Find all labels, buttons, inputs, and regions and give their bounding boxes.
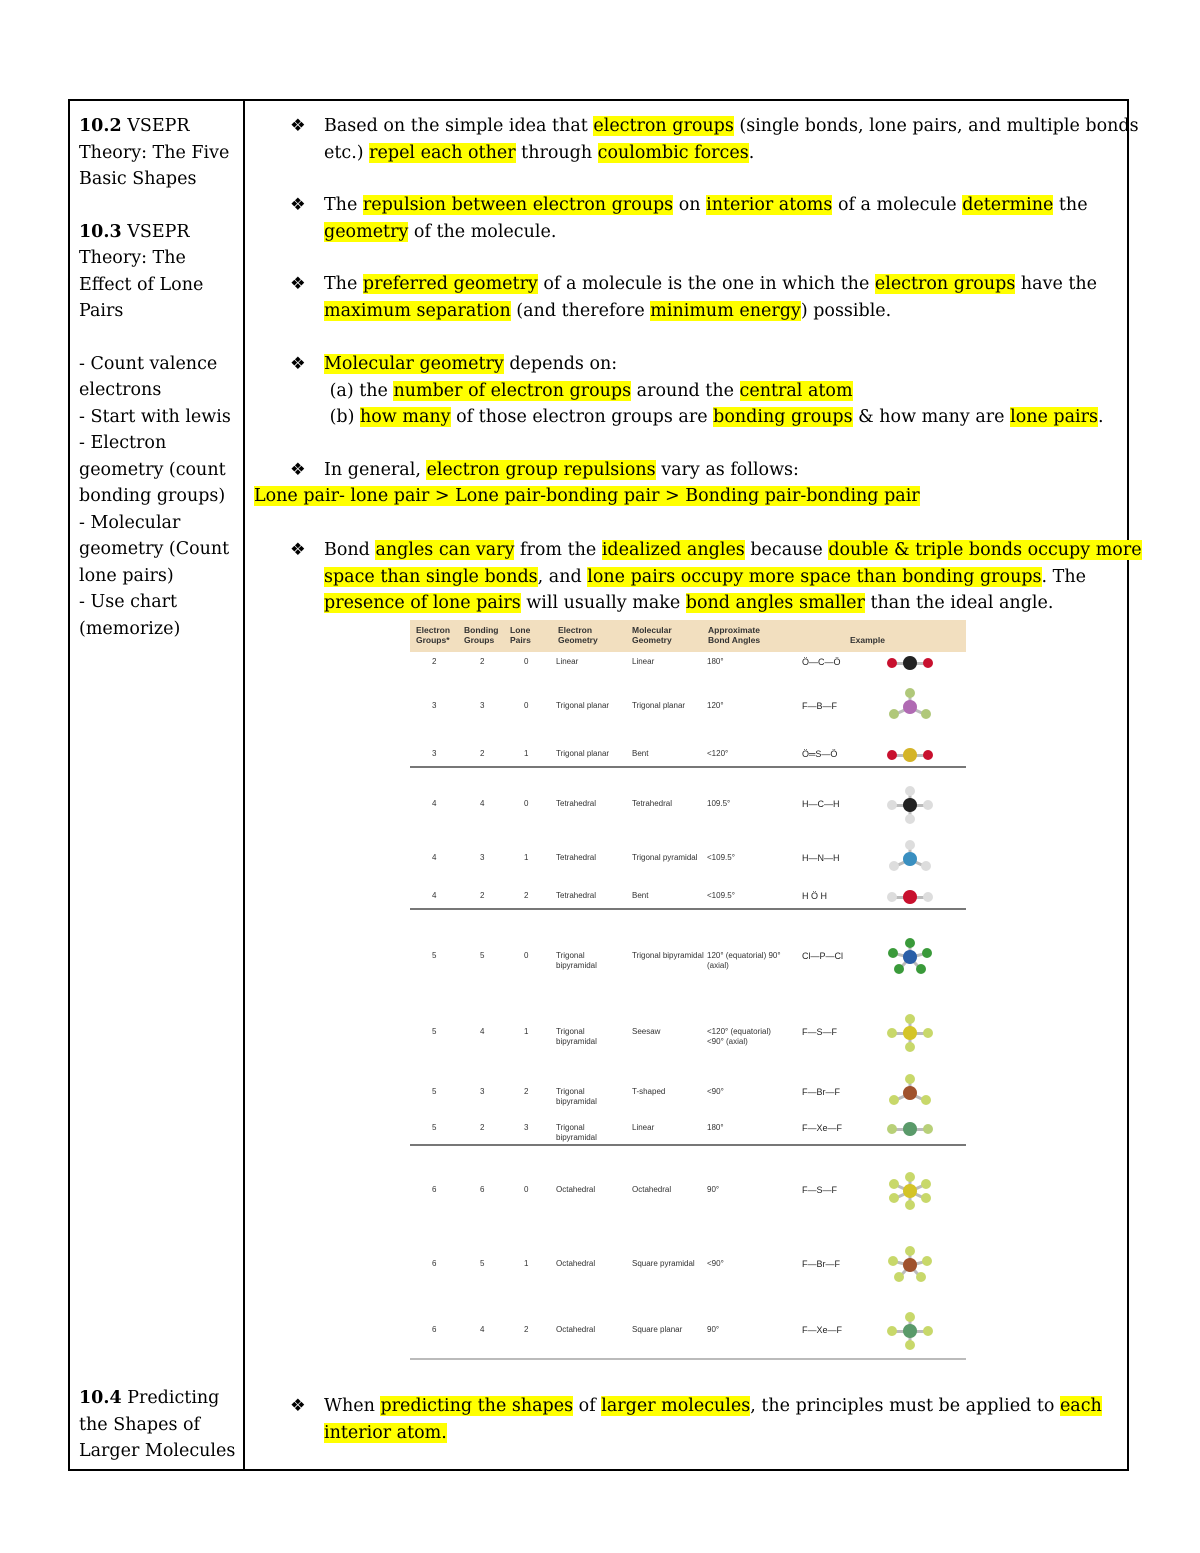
table-cell-bg: 5 bbox=[480, 951, 485, 960]
lewis-structure: F—S—F bbox=[802, 1185, 837, 1195]
section-10-3-line: Effect of Lone bbox=[79, 274, 204, 295]
table-cell-lp: 0 bbox=[524, 657, 529, 666]
lewis-structure: F—Xe—F bbox=[802, 1325, 843, 1335]
outer-atom bbox=[923, 1124, 933, 1134]
table-cell-egeo: Trigonal bipyramidal bbox=[556, 951, 597, 970]
table-cell-mgeo: Bent bbox=[632, 891, 649, 900]
header-electron-geometry: Electron Geometry bbox=[558, 625, 598, 645]
outer-atom bbox=[921, 1095, 931, 1105]
table-cell-bg: 2 bbox=[480, 749, 485, 758]
outer-atom bbox=[894, 964, 904, 974]
lewis-structure: H—N—H bbox=[802, 853, 840, 863]
table-cell-eg: 5 bbox=[432, 1123, 437, 1132]
repulsion-order-line: Lone pair- lone pair > Lone pair-bonding pair > Bonding pair-bonding pair bbox=[254, 486, 920, 506]
header-bond-angles: Approximate Bond Angles bbox=[708, 625, 761, 645]
note-line: lone pairs) bbox=[79, 565, 174, 586]
table-cell-lp: 1 bbox=[524, 853, 529, 862]
header-electron-groups: Electron Groups* bbox=[416, 625, 451, 645]
central-atom bbox=[903, 1026, 917, 1040]
table-cell-angle: <90° bbox=[707, 1259, 724, 1268]
section-10-3-line: Theory: The bbox=[79, 248, 186, 268]
table-cell-angle: <109.5° bbox=[707, 891, 735, 900]
central-atom bbox=[903, 852, 917, 866]
central-atom bbox=[903, 1324, 917, 1338]
outer-atom bbox=[905, 938, 915, 948]
outer-atom bbox=[905, 1172, 915, 1182]
central-atom bbox=[903, 890, 917, 904]
table-cell-lp: 2 bbox=[524, 1087, 529, 1096]
table-cell-bg: 3 bbox=[480, 701, 485, 710]
diamond-bullet-icon: ❖ bbox=[290, 540, 306, 560]
central-atom bbox=[903, 1122, 917, 1136]
table-cell-angle: <109.5° bbox=[707, 853, 735, 862]
table-cell-lp: 1 bbox=[524, 1027, 529, 1036]
table-cell-eg: 4 bbox=[432, 799, 437, 808]
central-atom bbox=[903, 1184, 917, 1198]
note-line: - Molecular bbox=[79, 512, 181, 533]
note-line: electrons bbox=[79, 380, 162, 400]
table-rule bbox=[410, 908, 966, 910]
diamond-bullet-icon: ❖ bbox=[290, 1396, 306, 1416]
section-10-2-heading: 10.2 VSEPR bbox=[79, 116, 190, 136]
table-cell-angle: 90° bbox=[707, 1185, 720, 1194]
table-cell-egeo: Trigonal bipyramidal bbox=[556, 1027, 597, 1046]
table-cell-egeo: Trigonal planar bbox=[556, 701, 610, 710]
outer-atom bbox=[921, 709, 931, 719]
table-cell-egeo: Trigonal bipyramidal bbox=[556, 1123, 597, 1142]
outer-atom bbox=[889, 861, 899, 871]
table-cell-bg: 4 bbox=[480, 799, 485, 808]
outer-atom bbox=[916, 964, 926, 974]
note-line: (memorize) bbox=[79, 618, 181, 639]
outer-atom bbox=[905, 1042, 915, 1052]
outer-atom bbox=[923, 1028, 933, 1038]
table-cell-egeo: Trigonal planar bbox=[556, 749, 610, 758]
table-cell-egeo: Octahedral bbox=[556, 1259, 596, 1268]
table-rule bbox=[410, 1144, 966, 1146]
central-atom bbox=[903, 700, 917, 714]
table-cell-lp: 1 bbox=[524, 749, 529, 758]
table-cell-lp: 3 bbox=[524, 1123, 529, 1132]
table-cell-angle: <120° (equatorial) <90° (axial) bbox=[707, 1027, 771, 1046]
lewis-structure: F—S—F bbox=[802, 1027, 837, 1037]
table-cell-angle: 90° bbox=[707, 1325, 720, 1334]
table-cell-eg: 3 bbox=[432, 749, 437, 758]
lewis-structure: F—B—F bbox=[802, 701, 837, 711]
lewis-structure: F—Br—F bbox=[802, 1087, 840, 1097]
central-atom bbox=[903, 950, 917, 964]
table-cell-angle: <90° bbox=[707, 1087, 724, 1096]
table-cell-eg: 6 bbox=[432, 1259, 437, 1268]
table-cell-bg: 6 bbox=[480, 1185, 485, 1194]
note-line: - Start with lewis bbox=[79, 406, 231, 427]
outer-atom bbox=[923, 892, 933, 902]
outer-atom bbox=[887, 750, 897, 760]
outer-atom bbox=[889, 1193, 899, 1203]
table-cell-eg: 5 bbox=[432, 951, 437, 960]
table-cell-egeo: Tetrahedral bbox=[556, 853, 597, 862]
note-line: - Electron bbox=[79, 433, 167, 453]
lewis-structure: H—C—H bbox=[802, 799, 840, 809]
central-atom bbox=[903, 1086, 917, 1100]
table-cell-mgeo: T-shaped bbox=[632, 1087, 666, 1096]
note-line: - Count valence bbox=[79, 353, 218, 374]
table-cell-lp: 0 bbox=[524, 701, 529, 710]
table-cell-egeo: Linear bbox=[556, 657, 579, 666]
outer-atom bbox=[922, 948, 932, 958]
table-rule bbox=[410, 1358, 966, 1360]
table-cell-mgeo: Octahedral bbox=[632, 1185, 672, 1194]
outer-atom bbox=[889, 709, 899, 719]
outer-atom bbox=[921, 1193, 931, 1203]
outer-atom bbox=[887, 1124, 897, 1134]
table-cell-angle: 180° bbox=[707, 657, 724, 666]
table-cell-egeo: Trigonal bipyramidal bbox=[556, 1087, 597, 1106]
table-cell-lp: 0 bbox=[524, 799, 529, 808]
outer-atom bbox=[923, 658, 933, 668]
table-cell-eg: 6 bbox=[432, 1325, 437, 1334]
table-cell-mgeo: Tetrahedral bbox=[632, 799, 673, 808]
table-cell-angle: 120° bbox=[707, 701, 724, 710]
table-cell-eg: 5 bbox=[432, 1027, 437, 1036]
table-cell-eg: 6 bbox=[432, 1185, 437, 1194]
outer-atom bbox=[905, 1014, 915, 1024]
table-cell-eg: 4 bbox=[432, 891, 437, 900]
table-cell-bg: 5 bbox=[480, 1259, 485, 1268]
header-lone-pairs: Lone Pairs bbox=[510, 625, 531, 645]
table-cell-egeo: Octahedral bbox=[556, 1325, 596, 1334]
outer-atom bbox=[905, 1312, 915, 1322]
outer-atom bbox=[923, 750, 933, 760]
diamond-bullet-icon: ❖ bbox=[290, 116, 306, 136]
table-cell-egeo: Tetrahedral bbox=[556, 799, 597, 808]
table-cell-bg: 2 bbox=[480, 657, 485, 666]
outer-atom bbox=[905, 814, 915, 824]
section-10-3-heading: 10.3 VSEPR bbox=[79, 221, 190, 242]
table-cell-bg: 2 bbox=[480, 891, 485, 900]
table-cell-eg: 4 bbox=[432, 853, 437, 862]
header-bonding-groups: Bonding Groups bbox=[464, 625, 499, 645]
left-column bbox=[79, 113, 239, 642]
outer-atom bbox=[894, 1272, 904, 1282]
outer-atom bbox=[905, 1074, 915, 1084]
table-cell-eg: 2 bbox=[432, 657, 437, 666]
outer-atom bbox=[905, 1340, 915, 1350]
outer-atom bbox=[905, 840, 915, 850]
table-cell-eg: 3 bbox=[432, 701, 437, 710]
outer-atom bbox=[923, 1326, 933, 1336]
table-cell-bg: 3 bbox=[480, 853, 485, 862]
outer-atom bbox=[887, 658, 897, 668]
diamond-bullet-icon: ❖ bbox=[290, 195, 306, 215]
outer-atom bbox=[905, 1246, 915, 1256]
central-atom bbox=[903, 748, 917, 762]
lewis-structure: Ö—C—Ö bbox=[802, 657, 841, 667]
section-10-3-line: Pairs bbox=[79, 301, 124, 321]
outer-atom bbox=[889, 1095, 899, 1105]
table-cell-bg: 4 bbox=[480, 1325, 485, 1334]
table-cell-bg: 4 bbox=[480, 1027, 485, 1036]
table-cell-angle: <120° bbox=[707, 749, 729, 758]
table-cell-mgeo: Linear bbox=[632, 657, 655, 666]
vsepr-shapes-table bbox=[410, 620, 966, 1360]
table-cell-mgeo: Trigonal pyramidal bbox=[632, 853, 698, 862]
table-cell-mgeo: Square planar bbox=[632, 1325, 683, 1334]
outer-atom bbox=[905, 786, 915, 796]
table-rule bbox=[410, 766, 966, 768]
lewis-structure: H Ö H bbox=[802, 891, 828, 901]
header-molecular-geometry: Molecular Geometry bbox=[632, 625, 672, 645]
table-cell-mgeo: Seesaw bbox=[632, 1027, 661, 1036]
table-cell-lp: 0 bbox=[524, 951, 529, 960]
table-cell-mgeo: Bent bbox=[632, 749, 649, 758]
outer-atom bbox=[887, 892, 897, 902]
outer-atom bbox=[888, 948, 898, 958]
outer-atom bbox=[888, 1256, 898, 1266]
table-cell-lp: 1 bbox=[524, 1259, 529, 1268]
table-cell-egeo: Tetrahedral bbox=[556, 891, 597, 900]
central-atom bbox=[903, 656, 917, 670]
table-cell-eg: 5 bbox=[432, 1087, 437, 1096]
central-atom bbox=[903, 1258, 917, 1272]
section-10-2-line: Basic Shapes bbox=[79, 169, 197, 189]
note-line: geometry (Count bbox=[79, 539, 230, 559]
lewis-structure: F—Xe—F bbox=[802, 1123, 843, 1133]
outer-atom bbox=[922, 1256, 932, 1266]
outer-atom bbox=[905, 688, 915, 698]
diamond-bullet-icon: ❖ bbox=[290, 274, 306, 294]
section-10-4-heading: 10.4 Predicting the Shapes of Larger Molecules bbox=[79, 1388, 236, 1461]
table-cell-lp: 2 bbox=[524, 891, 529, 900]
table-cell-angle: 109.5° bbox=[707, 799, 731, 808]
table-cell-bg: 2 bbox=[480, 1123, 485, 1132]
header-example: Example bbox=[850, 635, 885, 645]
table-cell-egeo: Octahedral bbox=[556, 1185, 596, 1194]
diamond-bullet-icon: ❖ bbox=[290, 460, 306, 480]
outer-atom bbox=[916, 1272, 926, 1282]
table-cell-lp: 2 bbox=[524, 1325, 529, 1334]
table-cell-bg: 3 bbox=[480, 1087, 485, 1096]
table-cell-mgeo: Square pyramidal bbox=[632, 1259, 695, 1268]
central-atom bbox=[903, 798, 917, 812]
table-cell-angle: 180° bbox=[707, 1123, 724, 1132]
column-divider bbox=[243, 99, 245, 1471]
outer-atom bbox=[923, 800, 933, 810]
note-line: geometry (count bbox=[79, 459, 226, 480]
table-cell-angle: 120° (equatorial) 90° (axial) bbox=[707, 951, 781, 970]
note-line: bonding groups) bbox=[79, 486, 226, 506]
outer-atom bbox=[921, 861, 931, 871]
diamond-bullet-icon: ❖ bbox=[290, 354, 306, 374]
table-cell-mgeo: Trigonal planar bbox=[632, 701, 686, 710]
outer-atom bbox=[887, 800, 897, 810]
outer-atom bbox=[921, 1179, 931, 1189]
outer-atom bbox=[887, 1028, 897, 1038]
table-cell-mgeo: Linear bbox=[632, 1123, 655, 1132]
section-10-2-line: Theory: The Five bbox=[79, 142, 230, 163]
lewis-structure: F—Br—F bbox=[802, 1259, 840, 1269]
outer-atom bbox=[905, 1200, 915, 1210]
lewis-structure: Cl—P—Cl bbox=[802, 951, 844, 961]
table-cell-mgeo: Trigonal bipyramidal bbox=[632, 951, 704, 960]
lewis-structure: Ö═S—Ö bbox=[802, 749, 838, 759]
note-line: - Use chart bbox=[79, 592, 178, 612]
table-cell-lp: 0 bbox=[524, 1185, 529, 1194]
outer-atom bbox=[887, 1326, 897, 1336]
